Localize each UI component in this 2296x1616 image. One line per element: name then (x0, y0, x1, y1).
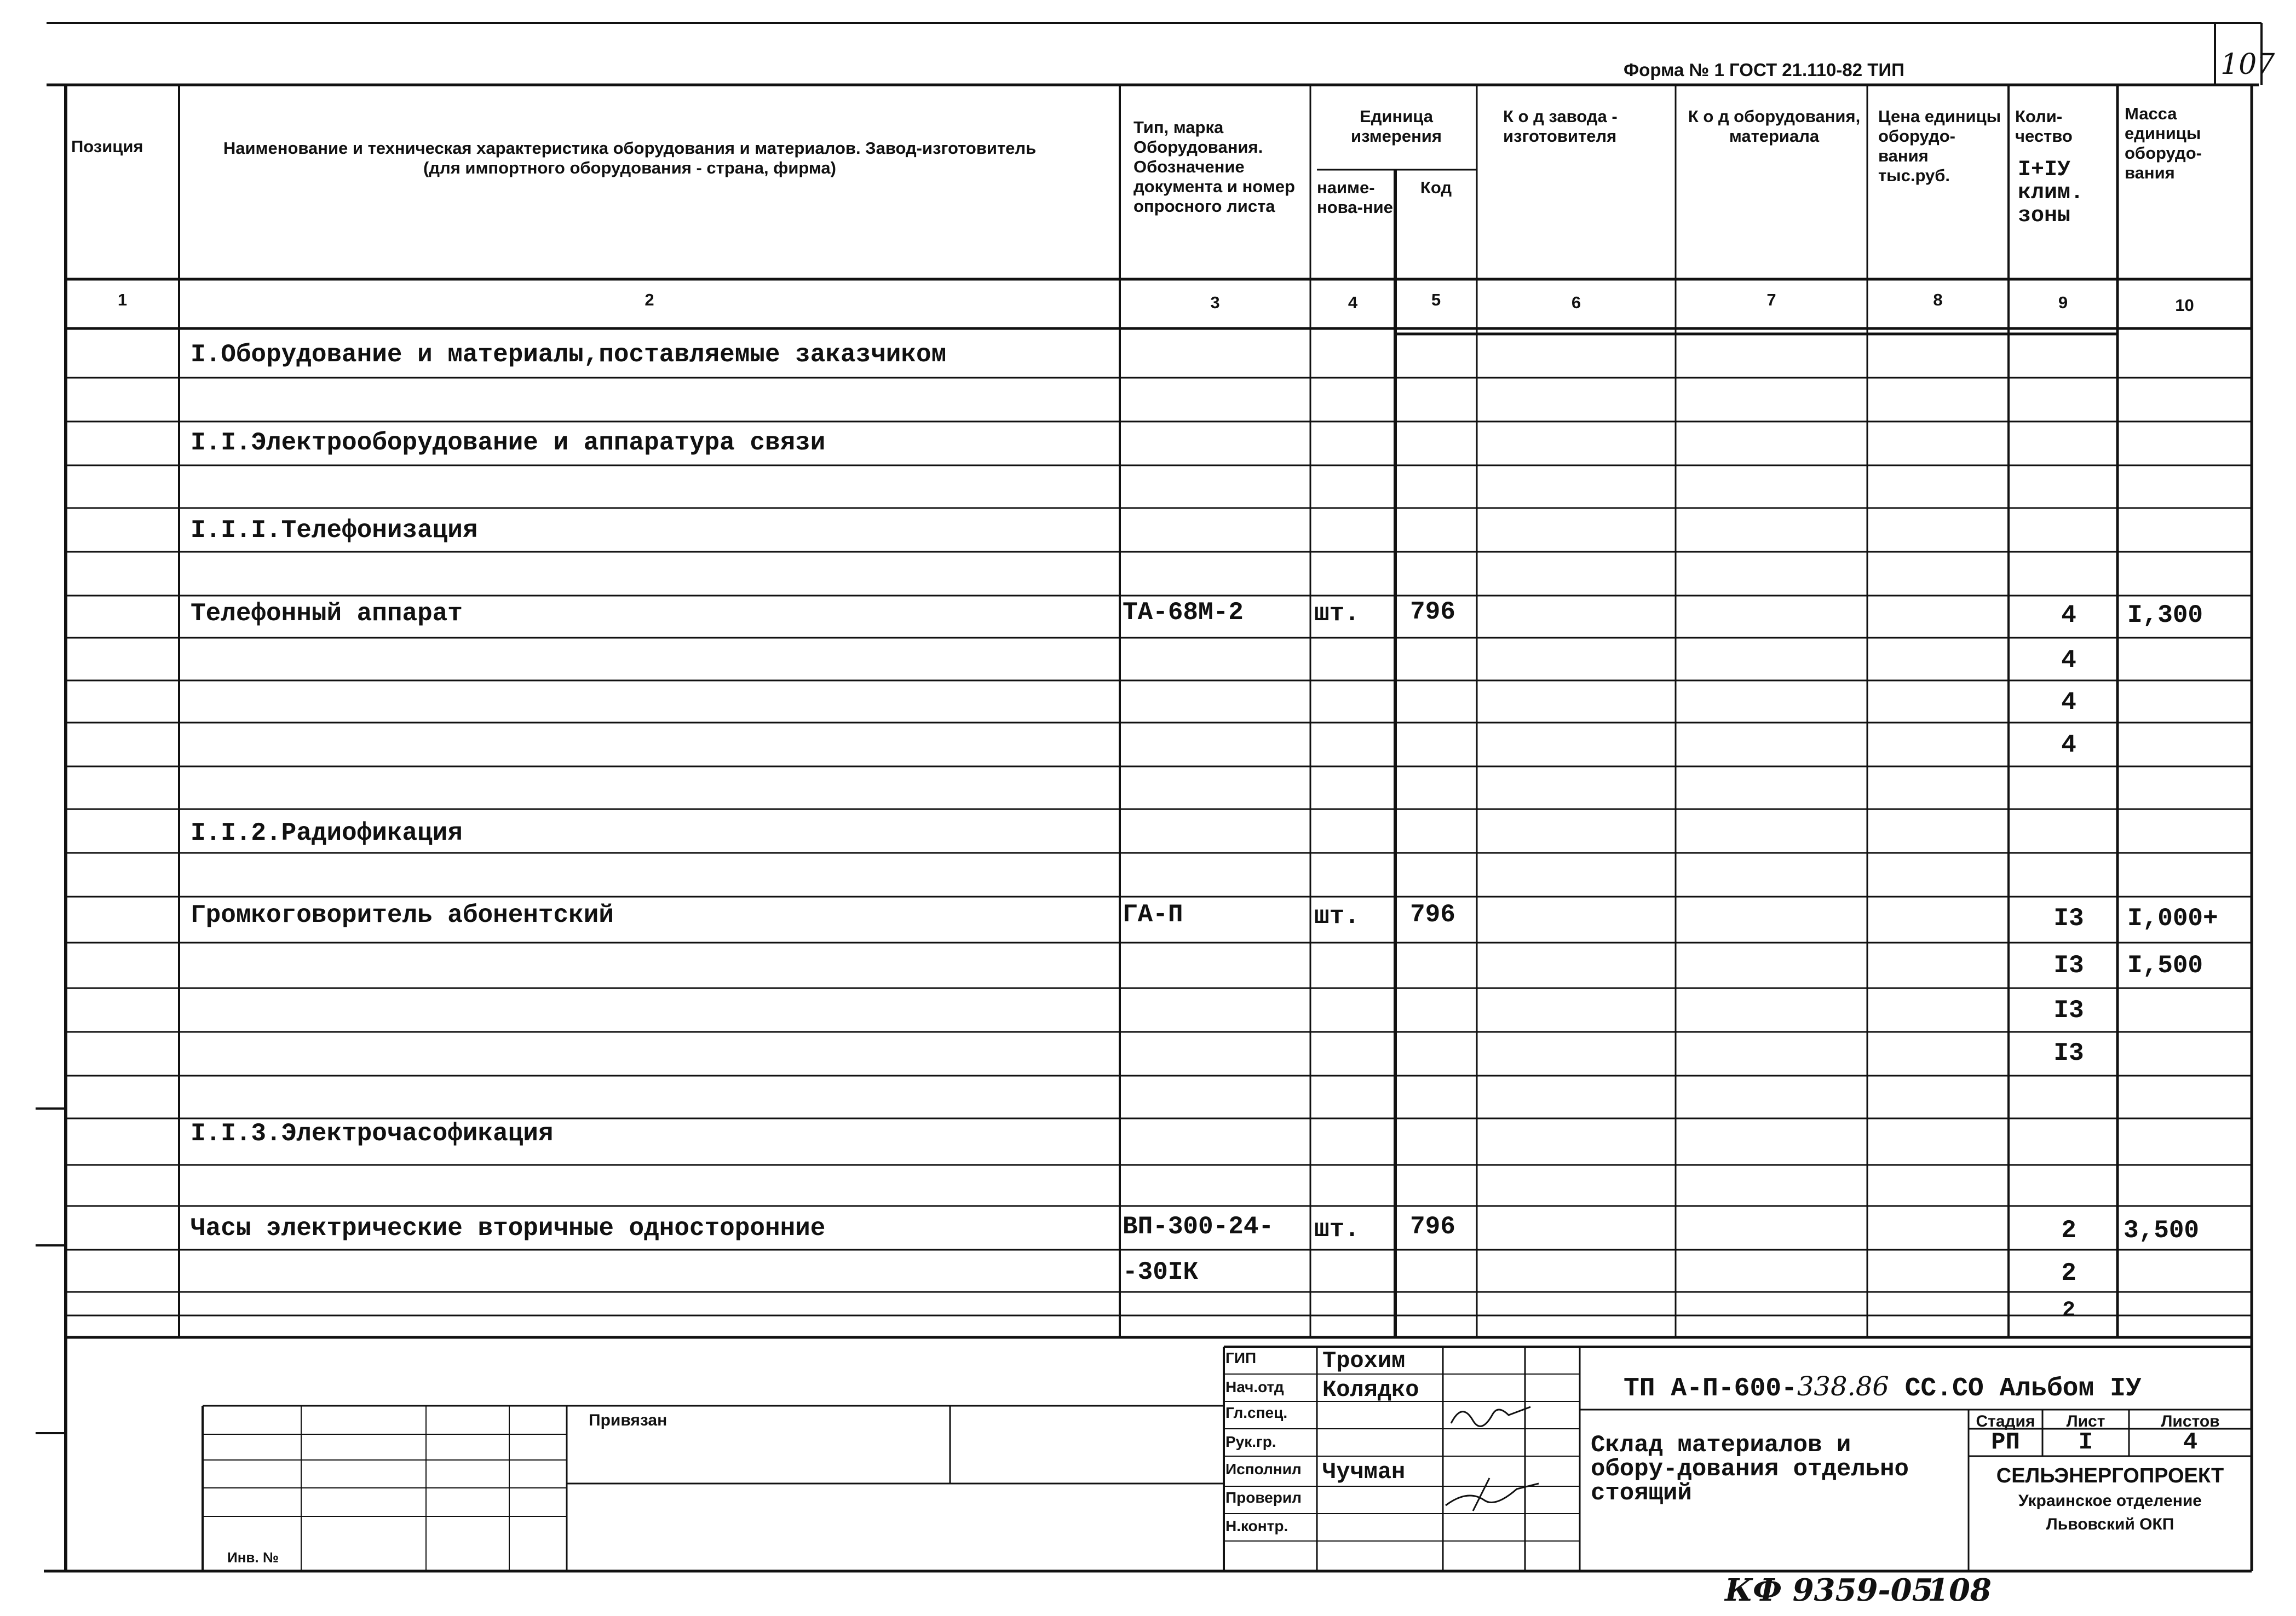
col-number: 6 (1571, 293, 1581, 312)
doc-code-prefix: ТП А-П-600- (1624, 1374, 1797, 1404)
col-number: 1 (117, 290, 128, 309)
header-unit-name: наиме-нова-ние (1317, 178, 1393, 217)
row-type: ТА-68М-2 (1123, 598, 1244, 627)
role-norm-control: Н.контр. (1225, 1517, 1288, 1534)
row-name: Громкоговоритель абонентский (191, 901, 614, 930)
form-title: Форма № 1 ГОСТ 21.110-82 ТИП (1624, 60, 1904, 80)
col-number: 9 (2058, 293, 2068, 312)
inventory-number-label: Инв. № (227, 1549, 279, 1566)
header-position: Позиция (71, 137, 143, 156)
role-head-dept: Нач.отд (1225, 1378, 1284, 1395)
row-qty: 4 (2061, 688, 2076, 717)
header-unit: Единица измерения (1351, 107, 1442, 146)
row-code: 796 (1410, 1213, 1455, 1241)
row-mass: I,300 (2127, 601, 2203, 630)
row-type: ГА-П (1123, 901, 1183, 929)
header-price: Цена единицы оборудо-вания тыс.руб. (1878, 107, 2001, 185)
header-mass: Масса единицы оборудо-вания (2125, 104, 2202, 182)
sheet-number: 107 (2220, 48, 2275, 81)
row-unit: шт. (1314, 599, 1360, 628)
role-executed: Исполнил (1225, 1461, 1302, 1478)
role-gip: ГИП (1225, 1349, 1257, 1366)
header-name: Наименование и техническая характеристика оборудования и материалов. Завод-изготовитель (для импортного оборудования - страна, фирма) (223, 138, 1037, 177)
row-code: 796 (1410, 598, 1455, 626)
header-climate-zone: I+IУ клим. зоны (2018, 158, 2084, 228)
sheets-value: 4 (2183, 1429, 2198, 1456)
col-number: 10 (2175, 296, 2194, 315)
row-qty: I3 (2053, 904, 2084, 933)
sheet-label: Лист (2066, 1412, 2105, 1430)
col-number: 7 (1766, 290, 1776, 309)
doc-code-suffix: СС.СО Альбом IУ (1904, 1374, 2142, 1404)
footer-note: КФ 9359-05 (1725, 1572, 1934, 1608)
row-qty: 4 (2061, 601, 2076, 630)
row-name: I.I.I.Телефонизация (191, 516, 478, 545)
sheet-value: I (2078, 1429, 2093, 1456)
row-qty: 4 (2061, 731, 2076, 759)
row-name: I.I.3.Электрочасофикация (191, 1119, 554, 1148)
row-name: Телефонный аппарат (191, 599, 463, 628)
row-unit: шт. (1314, 1215, 1360, 1244)
row-qty: I3 (2053, 951, 2084, 980)
row-code: 796 (1410, 901, 1455, 929)
role-chief-spec: Гл.спец. (1225, 1404, 1288, 1421)
row-qty: 4 (2061, 646, 2076, 674)
row-qty: 2 (2061, 1216, 2076, 1245)
row-name: I.I.2.Радиофикация (191, 819, 463, 847)
col-number: 4 (1348, 293, 1358, 312)
header-plant-code: К о д завода - изготовителя (1503, 107, 1618, 146)
header-type: Тип, марка Оборудования. Обозначение документа и номер опросного листа (1133, 118, 1295, 216)
row-mass: I,500 (2127, 951, 2203, 980)
doc-code-handwritten: 338.86 (1797, 1371, 1889, 1402)
row-qty: I3 (2053, 996, 2084, 1025)
header-unit-code: Код (1420, 178, 1452, 197)
sheets-label: Листов (2161, 1412, 2220, 1430)
row-name: I.Оборудование и материалы,поставляемые заказчиком (191, 340, 947, 369)
header-material-code: К о д оборудования, материала (1688, 107, 1861, 146)
row-name: Часы электрические вторичные односторонние (191, 1214, 826, 1243)
organization-branch: Украинское отделение (2018, 1492, 2202, 1510)
row-type: -30IК (1123, 1258, 1199, 1286)
name-executed: Чучман (1322, 1459, 1406, 1485)
row-name: I.I.Электрооборудование и аппаратура связи (191, 429, 826, 457)
col-number: 5 (1431, 290, 1441, 309)
row-qty: 2 (2062, 1298, 2075, 1323)
document-title: Склад материалов и обору-дования отдельно стоящий (1591, 1432, 1909, 1507)
stage-value: РП (1991, 1429, 2020, 1456)
row-mass: 3,500 (2124, 1216, 2200, 1245)
col-number: 3 (1210, 293, 1220, 312)
document-code (1624, 1371, 2142, 1404)
stage-label: Стадия (1976, 1412, 2035, 1430)
privyazan-label: Привязан (589, 1411, 667, 1429)
row-unit: шт. (1314, 902, 1360, 931)
organization-office: Львовский ОКП (2046, 1515, 2174, 1533)
row-type: ВП-300-24- (1123, 1213, 1274, 1241)
header-quantity: Коли-чество (2015, 107, 2073, 146)
role-group-lead: Рук.гр. (1225, 1433, 1276, 1450)
row-qty: I3 (2053, 1039, 2084, 1067)
col-number: 8 (1933, 290, 1943, 309)
row-mass: I,000+ (2127, 904, 2218, 933)
organization-name: СЕЛЬЭНЕРГОПРОЕКТ (1996, 1464, 2224, 1487)
col-number: 2 (645, 290, 654, 309)
footer-page-number: 108 (1927, 1572, 1992, 1608)
name-head-dept: Колядко (1322, 1377, 1419, 1403)
row-qty: 2 (2061, 1259, 2076, 1288)
role-checked: Проверил (1225, 1489, 1302, 1506)
name-gip: Трохим (1322, 1348, 1406, 1374)
